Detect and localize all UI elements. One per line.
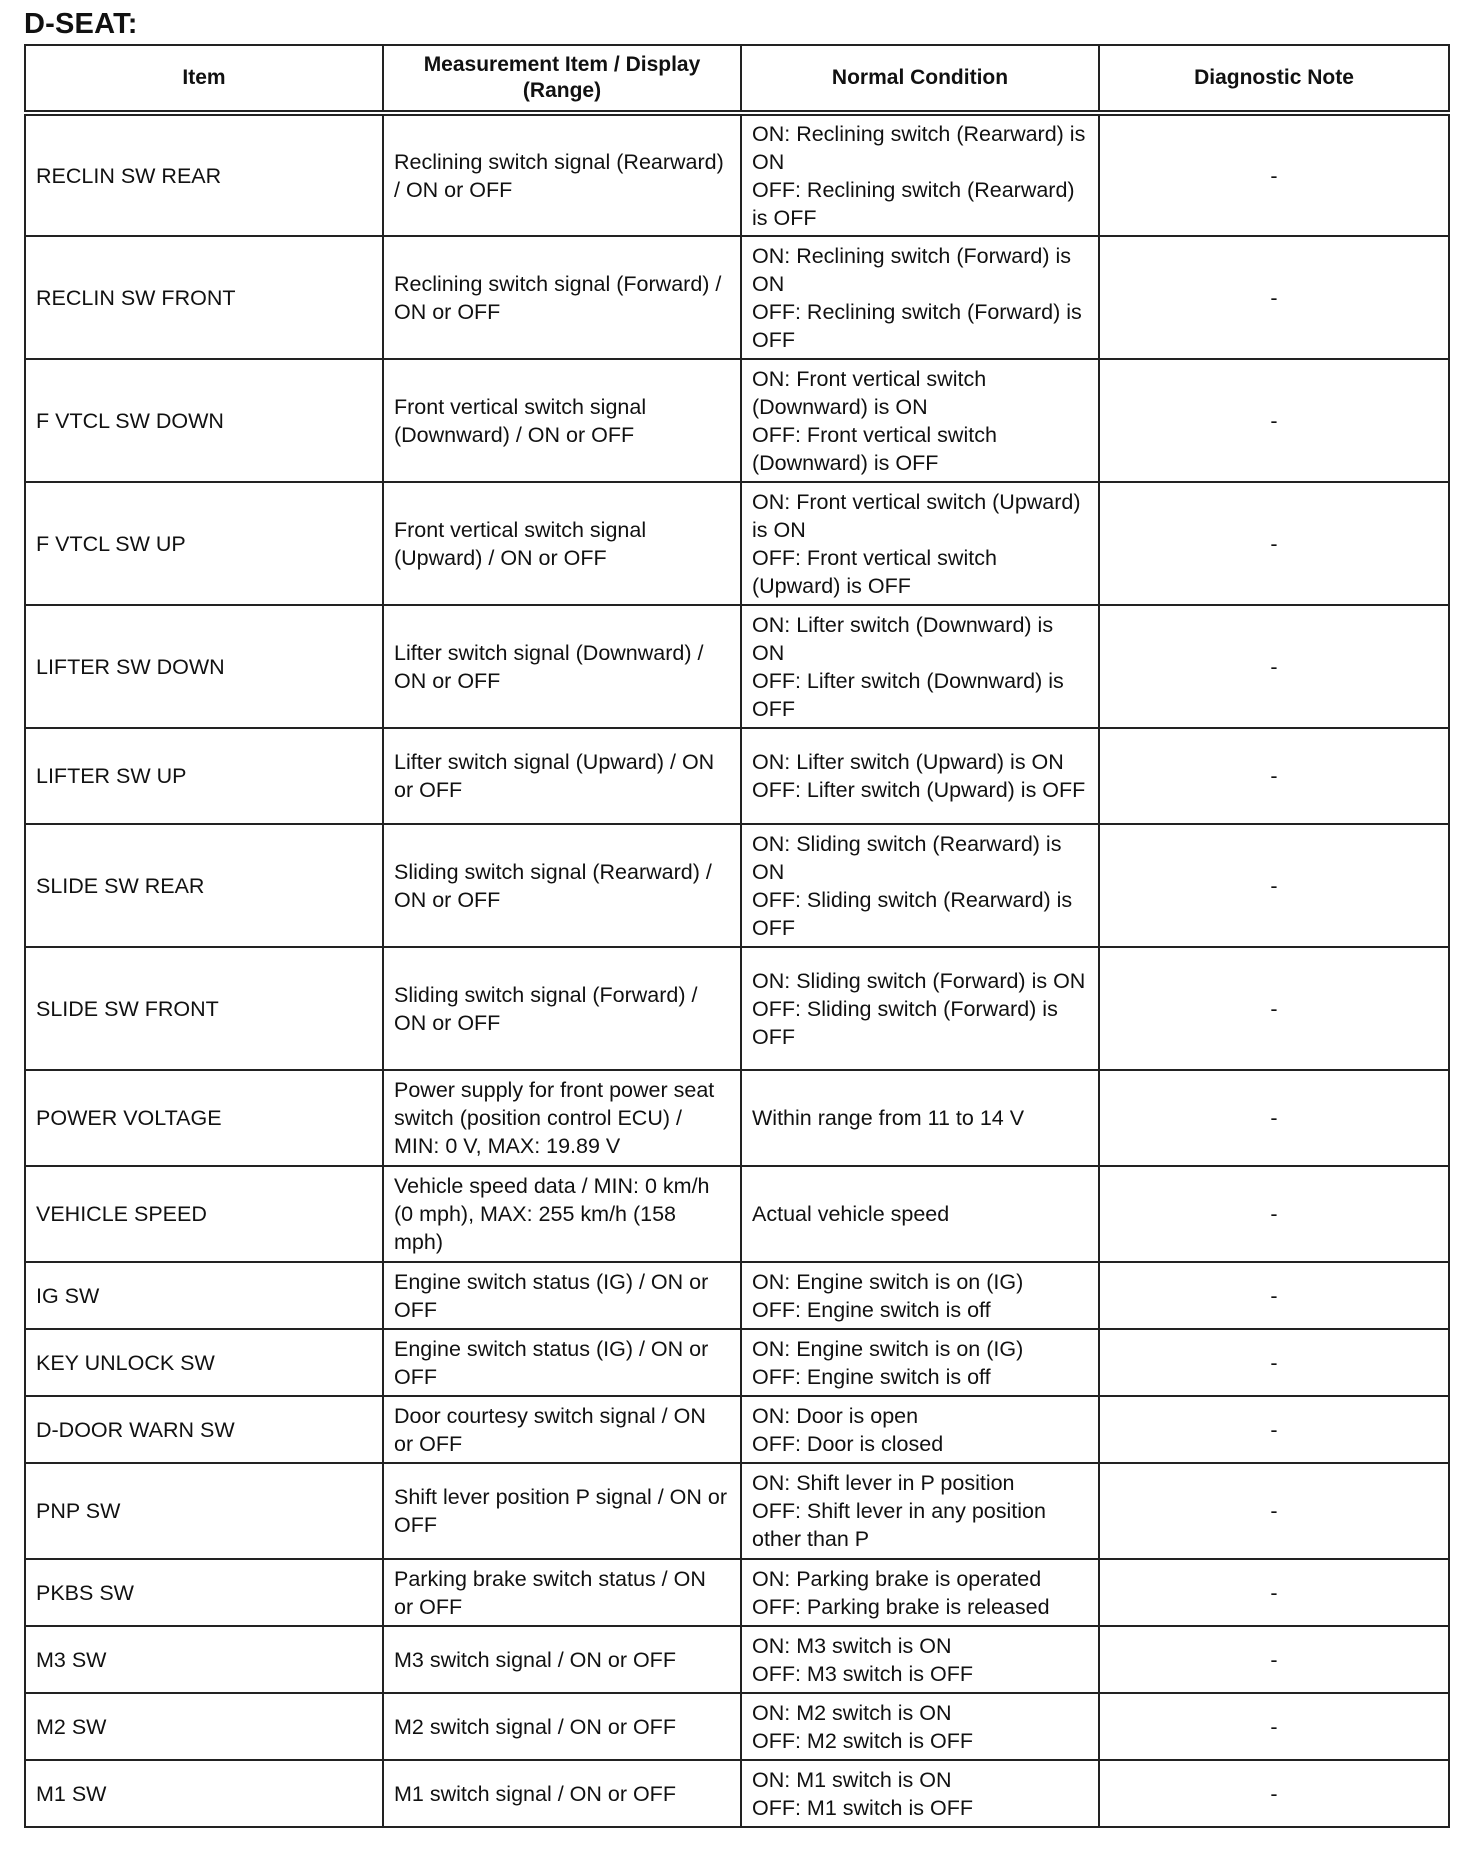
cell-item: RECLIN SW FRONT xyxy=(25,236,383,359)
cell-item: F VTCL SW UP xyxy=(25,482,383,605)
cell-measurement: Lifter switch signal (Downward) / ON or OFF xyxy=(383,605,741,728)
table-row xyxy=(25,1693,1449,1760)
cell-diagnostic-note: - xyxy=(1099,605,1449,728)
cell-diagnostic-note: - xyxy=(1099,824,1449,947)
table-row xyxy=(25,236,1449,359)
header-diagnostic-note: Diagnostic Note xyxy=(1099,45,1449,113)
cell-diagnostic-note: - xyxy=(1099,236,1449,359)
cell-normal-condition: ON: Engine switch is on (IG) OFF: Engine switch is off xyxy=(741,1329,1099,1396)
table-row xyxy=(25,482,1449,605)
cell-normal-condition: ON: M2 switch is ON OFF: M2 switch is OFF xyxy=(741,1693,1099,1760)
cell-item: SLIDE SW REAR xyxy=(25,824,383,947)
cell-diagnostic-note: - xyxy=(1099,1166,1449,1262)
cell-diagnostic-note: - xyxy=(1099,1262,1449,1329)
table-row xyxy=(25,824,1449,947)
cell-normal-condition: ON: Shift lever in P position OFF: Shift lever in any position other than P xyxy=(741,1463,1099,1559)
cell-diagnostic-note: - xyxy=(1099,728,1449,824)
cell-item: M2 SW xyxy=(25,1693,383,1760)
cell-measurement: Sliding switch signal (Forward) / ON or OFF xyxy=(383,947,741,1070)
cell-item: RECLIN SW REAR xyxy=(25,113,383,236)
cell-normal-condition: Within range from 11 to 14 V xyxy=(741,1070,1099,1166)
cell-measurement: Reclining switch signal (Rearward) / ON or OFF xyxy=(383,113,741,236)
cell-diagnostic-note: - xyxy=(1099,1626,1449,1693)
cell-measurement: M3 switch signal / ON or OFF xyxy=(383,1626,741,1693)
cell-normal-condition: ON: Sliding switch (Rearward) is ON OFF: Sliding switch (Rearward) is OFF xyxy=(741,824,1099,947)
cell-normal-condition: ON: M3 switch is ON OFF: M3 switch is OFF xyxy=(741,1626,1099,1693)
table-row xyxy=(25,1262,1449,1329)
cell-item: POWER VOLTAGE xyxy=(25,1070,383,1166)
table-row xyxy=(25,728,1449,824)
cell-item: M3 SW xyxy=(25,1626,383,1693)
cell-normal-condition: ON: Reclining switch (Forward) is ON OFF: Reclining switch (Forward) is OFF xyxy=(741,236,1099,359)
cell-measurement: Front vertical switch signal (Downward) / ON or OFF xyxy=(383,359,741,482)
cell-diagnostic-note: - xyxy=(1099,1329,1449,1396)
cell-measurement: M1 switch signal / ON or OFF xyxy=(383,1760,741,1827)
table-row xyxy=(25,605,1449,728)
cell-measurement: M2 switch signal / ON or OFF xyxy=(383,1693,741,1760)
page-title: D-SEAT: xyxy=(24,8,138,40)
cell-measurement: Engine switch status (IG) / ON or OFF xyxy=(383,1262,741,1329)
cell-measurement: Lifter switch signal (Upward) / ON or OFF xyxy=(383,728,741,824)
cell-normal-condition: ON: Lifter switch (Downward) is ON OFF: Lifter switch (Downward) is OFF xyxy=(741,605,1099,728)
table-row xyxy=(25,1559,1449,1626)
header-item: Item xyxy=(25,45,383,113)
table-row xyxy=(25,1626,1449,1693)
table-row xyxy=(25,1329,1449,1396)
cell-measurement: Shift lever position P signal / ON or OFF xyxy=(383,1463,741,1559)
cell-diagnostic-note: - xyxy=(1099,1760,1449,1827)
cell-measurement: Reclining switch signal (Forward) / ON or OFF xyxy=(383,236,741,359)
cell-item: KEY UNLOCK SW xyxy=(25,1329,383,1396)
table-body xyxy=(25,113,1449,1827)
table-header-row xyxy=(25,45,1449,113)
table-row xyxy=(25,1166,1449,1262)
cell-item: SLIDE SW FRONT xyxy=(25,947,383,1070)
cell-item: PKBS SW xyxy=(25,1559,383,1626)
cell-normal-condition: ON: Lifter switch (Upward) is ON OFF: Lifter switch (Upward) is OFF xyxy=(741,728,1099,824)
header-measurement: Measurement Item / Display (Range) xyxy=(383,45,741,113)
cell-diagnostic-note: - xyxy=(1099,1070,1449,1166)
cell-normal-condition: ON: Engine switch is on (IG) OFF: Engine switch is off xyxy=(741,1262,1099,1329)
cell-normal-condition: ON: Reclining switch (Rearward) is ON OFF: Reclining switch (Rearward) is OFF xyxy=(741,113,1099,236)
cell-item: VEHICLE SPEED xyxy=(25,1166,383,1262)
cell-measurement: Vehicle speed data / MIN: 0 km/h (0 mph), MAX: 255 km/h (158 mph) xyxy=(383,1166,741,1262)
cell-item: M1 SW xyxy=(25,1760,383,1827)
table-row xyxy=(25,113,1449,236)
cell-measurement: Front vertical switch signal (Upward) / ON or OFF xyxy=(383,482,741,605)
header-normal-condition: Normal Condition xyxy=(741,45,1099,113)
cell-measurement: Door courtesy switch signal / ON or OFF xyxy=(383,1396,741,1463)
cell-diagnostic-note: - xyxy=(1099,1463,1449,1559)
cell-normal-condition: ON: Front vertical switch (Downward) is ON OFF: Front vertical switch (Downward) is OFF xyxy=(741,359,1099,482)
cell-measurement: Power supply for front power seat switch (position control ECU) / MIN: 0 V, MAX: 19.89 V xyxy=(383,1070,741,1166)
table-row xyxy=(25,1760,1449,1827)
cell-normal-condition: ON: Door is open OFF: Door is closed xyxy=(741,1396,1099,1463)
table-row xyxy=(25,1396,1449,1463)
cell-diagnostic-note: - xyxy=(1099,1396,1449,1463)
cell-item: IG SW xyxy=(25,1262,383,1329)
cell-measurement: Engine switch status (IG) / ON or OFF xyxy=(383,1329,741,1396)
data-table xyxy=(24,44,1450,1828)
cell-diagnostic-note: - xyxy=(1099,1559,1449,1626)
table-row xyxy=(25,947,1449,1070)
cell-diagnostic-note: - xyxy=(1099,359,1449,482)
cell-item: PNP SW xyxy=(25,1463,383,1559)
cell-item: D-DOOR WARN SW xyxy=(25,1396,383,1463)
cell-diagnostic-note: - xyxy=(1099,947,1449,1070)
cell-normal-condition: ON: Sliding switch (Forward) is ON OFF: Sliding switch (Forward) is OFF xyxy=(741,947,1099,1070)
table-row xyxy=(25,1463,1449,1559)
cell-diagnostic-note: - xyxy=(1099,1693,1449,1760)
table-row xyxy=(25,359,1449,482)
cell-measurement: Parking brake switch status / ON or OFF xyxy=(383,1559,741,1626)
cell-item: LIFTER SW UP xyxy=(25,728,383,824)
cell-normal-condition: ON: M1 switch is ON OFF: M1 switch is OFF xyxy=(741,1760,1099,1827)
cell-normal-condition: Actual vehicle speed xyxy=(741,1166,1099,1262)
cell-item: LIFTER SW DOWN xyxy=(25,605,383,728)
cell-normal-condition: ON: Parking brake is operated OFF: Parking brake is released xyxy=(741,1559,1099,1626)
table-row xyxy=(25,1070,1449,1166)
cell-diagnostic-note: - xyxy=(1099,113,1449,236)
cell-normal-condition: ON: Front vertical switch (Upward) is ON OFF: Front vertical switch (Upward) is OFF xyxy=(741,482,1099,605)
cell-measurement: Sliding switch signal (Rearward) / ON or OFF xyxy=(383,824,741,947)
cell-item: F VTCL SW DOWN xyxy=(25,359,383,482)
cell-diagnostic-note: - xyxy=(1099,482,1449,605)
